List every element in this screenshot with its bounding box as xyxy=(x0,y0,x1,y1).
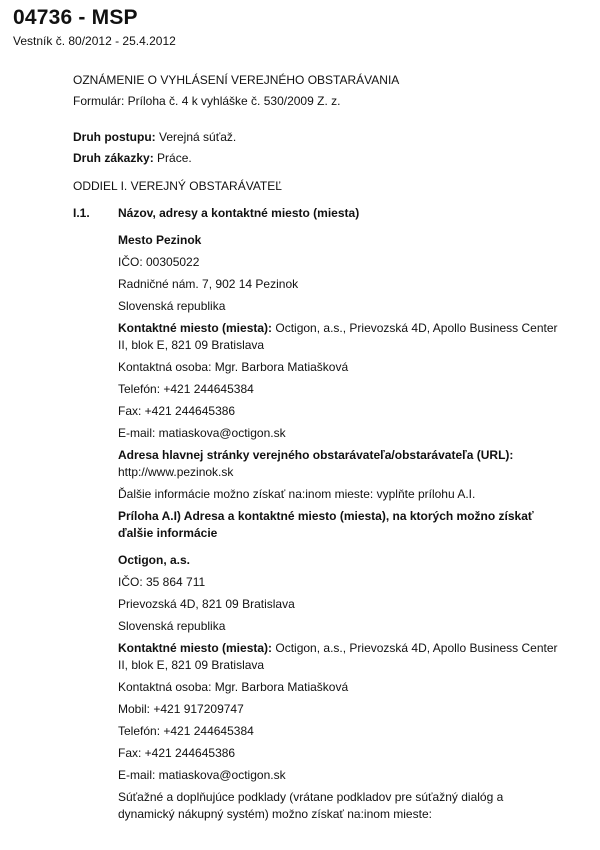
bulletin-reference: Vestník č. 80/2012 - 25.4.2012 xyxy=(13,34,176,48)
contract-type-value: Práce. xyxy=(157,151,192,165)
notice-form: Formulár: Príloha č. 4 k vyhláške č. 530/2009 Z. z. xyxy=(73,94,341,108)
subsection-number: I.1. xyxy=(73,206,90,220)
section-heading: ODDIEL I. VEREJNÝ OBSTARÁVATEĽ xyxy=(73,179,282,193)
url-label: Adresa hlavnej stránky verejného obstarávateľa/obstarávateľa (URL): xyxy=(118,448,514,462)
authority-url xyxy=(118,447,558,481)
annex-contact-address: Prievozská 4D, 821 09 Bratislava xyxy=(118,597,295,611)
annex-contact-email: E-mail: matiaskova@octigon.sk xyxy=(118,768,286,782)
authority-name: Mesto Pezinok xyxy=(118,233,202,247)
procedure-type xyxy=(73,129,573,146)
more-info-note: Ďalšie informácie možno získať na:inom mieste: vyplňte prílohu A.I. xyxy=(118,487,476,501)
authority-ico: IČO: 00305022 xyxy=(118,255,200,269)
contact-point-label: Kontaktné miesto (miesta): xyxy=(118,321,273,335)
annex-contact-point-label: Kontaktné miesto (miesta): xyxy=(118,641,273,655)
authority-fax: Fax: +421 244645386 xyxy=(118,404,236,418)
contact-point-value: Octigon, a.s., Prievozská 4D, Apollo Business Center II, blok E, 821 09 Bratislava xyxy=(118,321,558,352)
annex-contact-point xyxy=(118,640,558,674)
authority-phone: Telefón: +421 244645384 xyxy=(118,382,254,396)
authority-contact-person: Kontaktná osoba: Mgr. Barbora Matiašková xyxy=(118,360,349,374)
annex-contact-country: Slovenská republika xyxy=(118,619,226,633)
annex-contact-fax: Fax: +421 244645386 xyxy=(118,746,236,760)
contract-type-label: Druh zákazky: xyxy=(73,151,154,165)
annex-contact-mobile: Mobil: +421 917209747 xyxy=(118,702,244,716)
authority-contact-point xyxy=(118,320,558,354)
authority-email: E-mail: matiaskova@octigon.sk xyxy=(118,426,286,440)
procedure-type-value: Verejná súťaž. xyxy=(159,130,237,144)
annex-contact-name: Octigon, a.s. xyxy=(118,553,191,567)
annex-contact-ico: IČO: 35 864 711 xyxy=(118,575,206,589)
procedure-type-label: Druh postupu: xyxy=(73,130,156,144)
authority-block xyxy=(118,232,558,823)
document-title: 04736 - MSP xyxy=(13,6,138,29)
annex-contact-phone: Telefón: +421 244645384 xyxy=(118,724,254,738)
url-value[interactable]: http://www.pezinok.sk xyxy=(118,465,234,479)
documents-availability: Súťažné a doplňujúce podklady (vrátane podkladov pre súťažný dialóg a dynamický nákupný systém) možno získať na:inom mieste: xyxy=(118,790,504,821)
subsection-title: Názov, adresy a kontaktné miesto (miesta) xyxy=(118,206,360,220)
document-body xyxy=(73,72,573,828)
authority-country: Slovenská republika xyxy=(118,299,226,313)
authority-address: Radničné nám. 7, 902 14 Pezinok xyxy=(118,277,299,291)
annex-contact-person: Kontaktná osoba: Mgr. Barbora Matiašková xyxy=(118,680,349,694)
annex-contact-point-value: Octigon, a.s., Prievozská 4D, Apollo Business Center II, blok E, 821 09 Bratislava xyxy=(118,641,558,672)
subsection-row xyxy=(73,205,573,222)
annex-heading: Príloha A.I) Adresa a kontaktné miesto (miesta), na ktorých možno získať ďalšie informácie xyxy=(118,509,534,540)
contract-type xyxy=(73,150,573,167)
notice-heading: OZNÁMENIE O VYHLÁSENÍ VEREJNÉHO OBSTARÁVANIA xyxy=(73,73,400,87)
